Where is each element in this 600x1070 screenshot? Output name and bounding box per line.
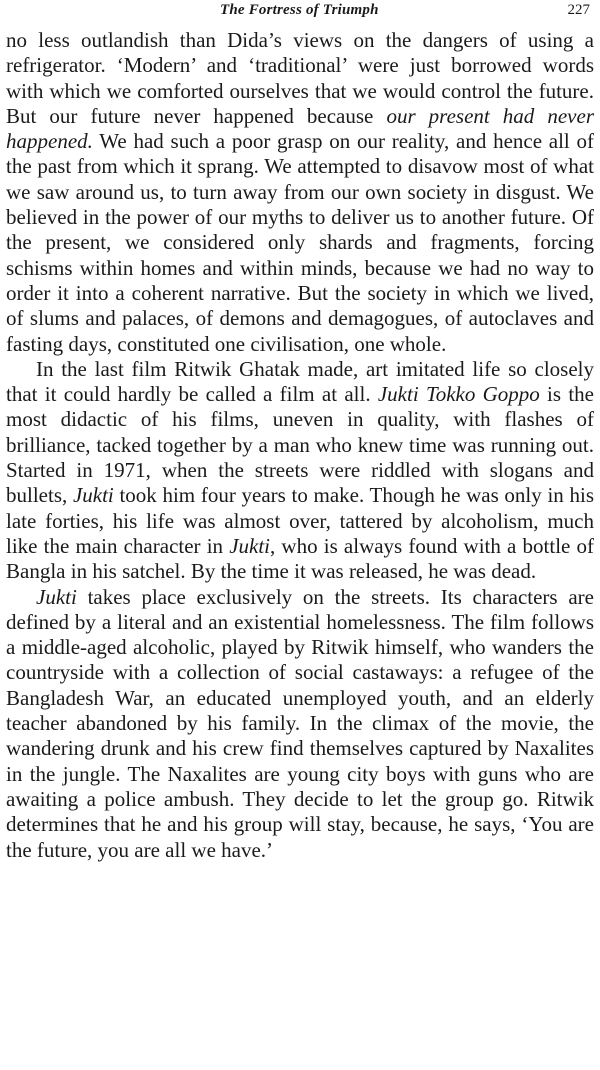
italic-segment: Jukti	[72, 483, 114, 508]
running-title: The Fortress of Triumph	[220, 2, 379, 18]
paragraph-2	[6, 357, 594, 585]
italic-segment: Jukti	[229, 533, 271, 558]
body-text	[6, 28, 594, 863]
text-segment: , who is always found with a bottle of Bangla in his satchel. By the time it was released, he was dead.	[6, 533, 594, 584]
paragraph-3	[6, 585, 594, 863]
text-segment: is the most didactic of his films, uneven in quality, with flashes of brilliance, tacked together by a man who knew time was running out. Started in 1971, when the streets were riddled with slogans and bullets,	[6, 382, 594, 508]
page-number: 227	[567, 2, 590, 18]
running-head	[0, 2, 600, 24]
text-segment: takes place exclusively on the streets. Its characters are defined by a literal and an existential homelessness. The film follows a middle-aged alcoholic, played by Ritwik himself, who wanders the countryside with a collection of social castaways: a refugee of the Bangladesh War, an educated unemployed youth, and an elderly teacher abandoned by his family. In the climax of the movie, the wandering drunk and his crew find themselves captured by Naxalites in the jungle. The Naxalites are young city boys with guns who are awaiting a police ambush. They decide to let the group go. Ritwik determines that he and his group will stay, because, he says, ‘You are the future, you are all we have.’	[6, 584, 594, 862]
italic-segment: Jukti	[36, 584, 77, 609]
text-segment: took him four years to make. Though he was only in his late forties, his life was almost over, tattered by alcoholism, much like the main character in	[6, 483, 594, 558]
italic-segment: Jukti Tokko Goppo	[377, 382, 540, 407]
text-segment: no less outlandish than Dida’s views on the dangers of using a refrigerator. ‘Modern’ and ‘traditional’ were just borrowed words with which we comforted ourselves that we would control the future. But our future never happened because	[6, 28, 594, 128]
text-segment: In the last film Ritwik Ghatak made, art imitated life so closely that it could hardly be called a film at all.	[6, 356, 594, 407]
paragraph-1	[6, 28, 594, 357]
text-segment: We had such a poor grasp on our reality, and hence all of the past from which it sprang. We attempted to disavow most of what we saw around us, to turn away from our own society in disgust. We believed in the power of our myths to deliver us to another future. Of the present, we considered only shards and fragments, forcing schisms within homes and within minds, because we had no way to order it into a coherent narrative. But the society in which we lived, of slums and palaces, of demons and demagogues, of autoclaves and fasting days, constituted one civilisation, one whole.	[6, 129, 594, 356]
italic-segment: our present had never happened.	[6, 103, 594, 154]
